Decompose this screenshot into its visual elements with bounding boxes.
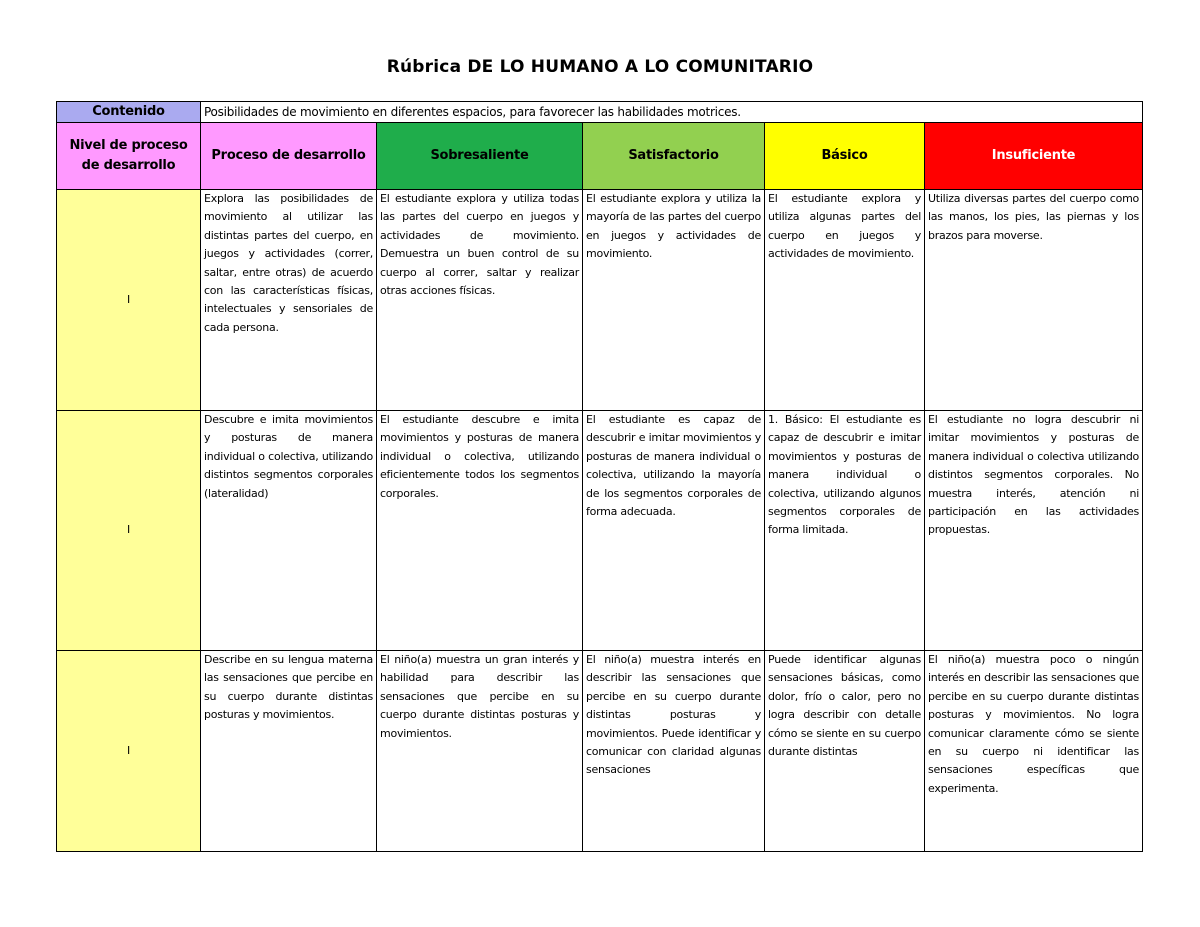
insuficiente-cell: El niño(a) muestra poco o ningún interés en describir las sensaciones que percibe en su cuerpo durante distintas posturas y movimientos. No logra comunicar claramente cómo se siente en su cuerpo ni identificar las sensaciones específicas que experimenta. [925, 651, 1143, 852]
proceso-cell: Describe en su lengua materna las sensaciones que percibe en su cuerpo durante distintas posturas y movimientos. [201, 651, 377, 852]
level-cell: I [57, 411, 201, 651]
proceso-cell: Descubre e imita movimientos y posturas de manera individual o colectiva, utilizando distintos segmentos corporales (lateralidad) [201, 411, 377, 651]
level-cell: I [57, 190, 201, 411]
header-satisfactorio: Satisfactorio [583, 123, 765, 190]
insuficiente-cell: Utiliza diversas partes del cuerpo como las manos, los pies, las piernas y los brazos para moverse. [925, 190, 1143, 411]
proceso-cell: Explora las posibilidades de movimiento al utilizar las distintas partes del cuerpo, en juegos y actividades (correr, saltar, entre otras) de acuerdo con las características físicas, intelectuales y sensoriales de cada persona. [201, 190, 377, 411]
header-nivel: Nivel de proceso de desarrollo [57, 123, 201, 190]
header-sobresaliente: Sobresaliente [377, 123, 583, 190]
header-basico: Básico [765, 123, 925, 190]
header-proceso: Proceso de desarrollo [201, 123, 377, 190]
level-cell: I [57, 651, 201, 852]
table-row [57, 190, 1143, 411]
sobresaliente-cell: El estudiante descubre e imita movimientos y posturas de manera individual o colectiva, utilizando eficientemente todos los segmentos corporales. [377, 411, 583, 651]
sobresaliente-cell: El niño(a) muestra un gran interés y habilidad para describir las sensaciones que percibe en su cuerpo durante distintas posturas y movimientos. [377, 651, 583, 852]
basico-cell: El estudiante explora y utiliza algunas partes del cuerpo en juegos y actividades de movimiento. [765, 190, 925, 411]
contenido-row [57, 102, 1143, 123]
header-insuficiente: Insuficiente [925, 123, 1143, 190]
sobresaliente-cell: El estudiante explora y utiliza todas las partes del cuerpo en juegos y actividades de movimiento. Demuestra un buen control de su cuerpo al correr, saltar y realizar otras acciones físicas. [377, 190, 583, 411]
rubric-table [56, 101, 1143, 852]
satisfactorio-cell: El estudiante es capaz de descubrir e imitar movimientos y posturas de manera individual o colectiva, utilizando la mayoría de los segmentos corporales de forma adecuada. [583, 411, 765, 651]
table-row [57, 411, 1143, 651]
insuficiente-cell: El estudiante no logra descubrir ni imitar movimientos y posturas de manera individual o colectiva utilizando distintos segmentos corporales. No muestra interés, atención ni participación en las actividades propuestas. [925, 411, 1143, 651]
satisfactorio-cell: El estudiante explora y utiliza la mayoría de las partes del cuerpo en juegos y actividades de movimiento. [583, 190, 765, 411]
page-title: Rúbrica DE LO HUMANO A LO COMUNITARIO [386, 57, 814, 77]
contenido-description: Posibilidades de movimiento en diferentes espacios, para favorecer las habilidades motrices. [201, 102, 1143, 123]
table-row [57, 651, 1143, 852]
basico-cell: Puede identificar algunas sensaciones básicas, como dolor, frío o calor, pero no logra describir con detalle cómo se siente en su cuerpo durante distintas [765, 651, 925, 852]
contenido-label: Contenido [57, 102, 201, 123]
basico-cell: 1. Básico: El estudiante es capaz de descubrir e imitar movimientos y posturas de manera individual o colectiva, utilizando algunos segmentos corporales de forma limitada. [765, 411, 925, 651]
satisfactorio-cell: El niño(a) muestra interés en describir las sensaciones que percibe en su cuerpo durante distintas posturas y movimientos. Puede identificar y comunicar con claridad algunas sensaciones [583, 651, 765, 852]
header-row [57, 123, 1143, 190]
